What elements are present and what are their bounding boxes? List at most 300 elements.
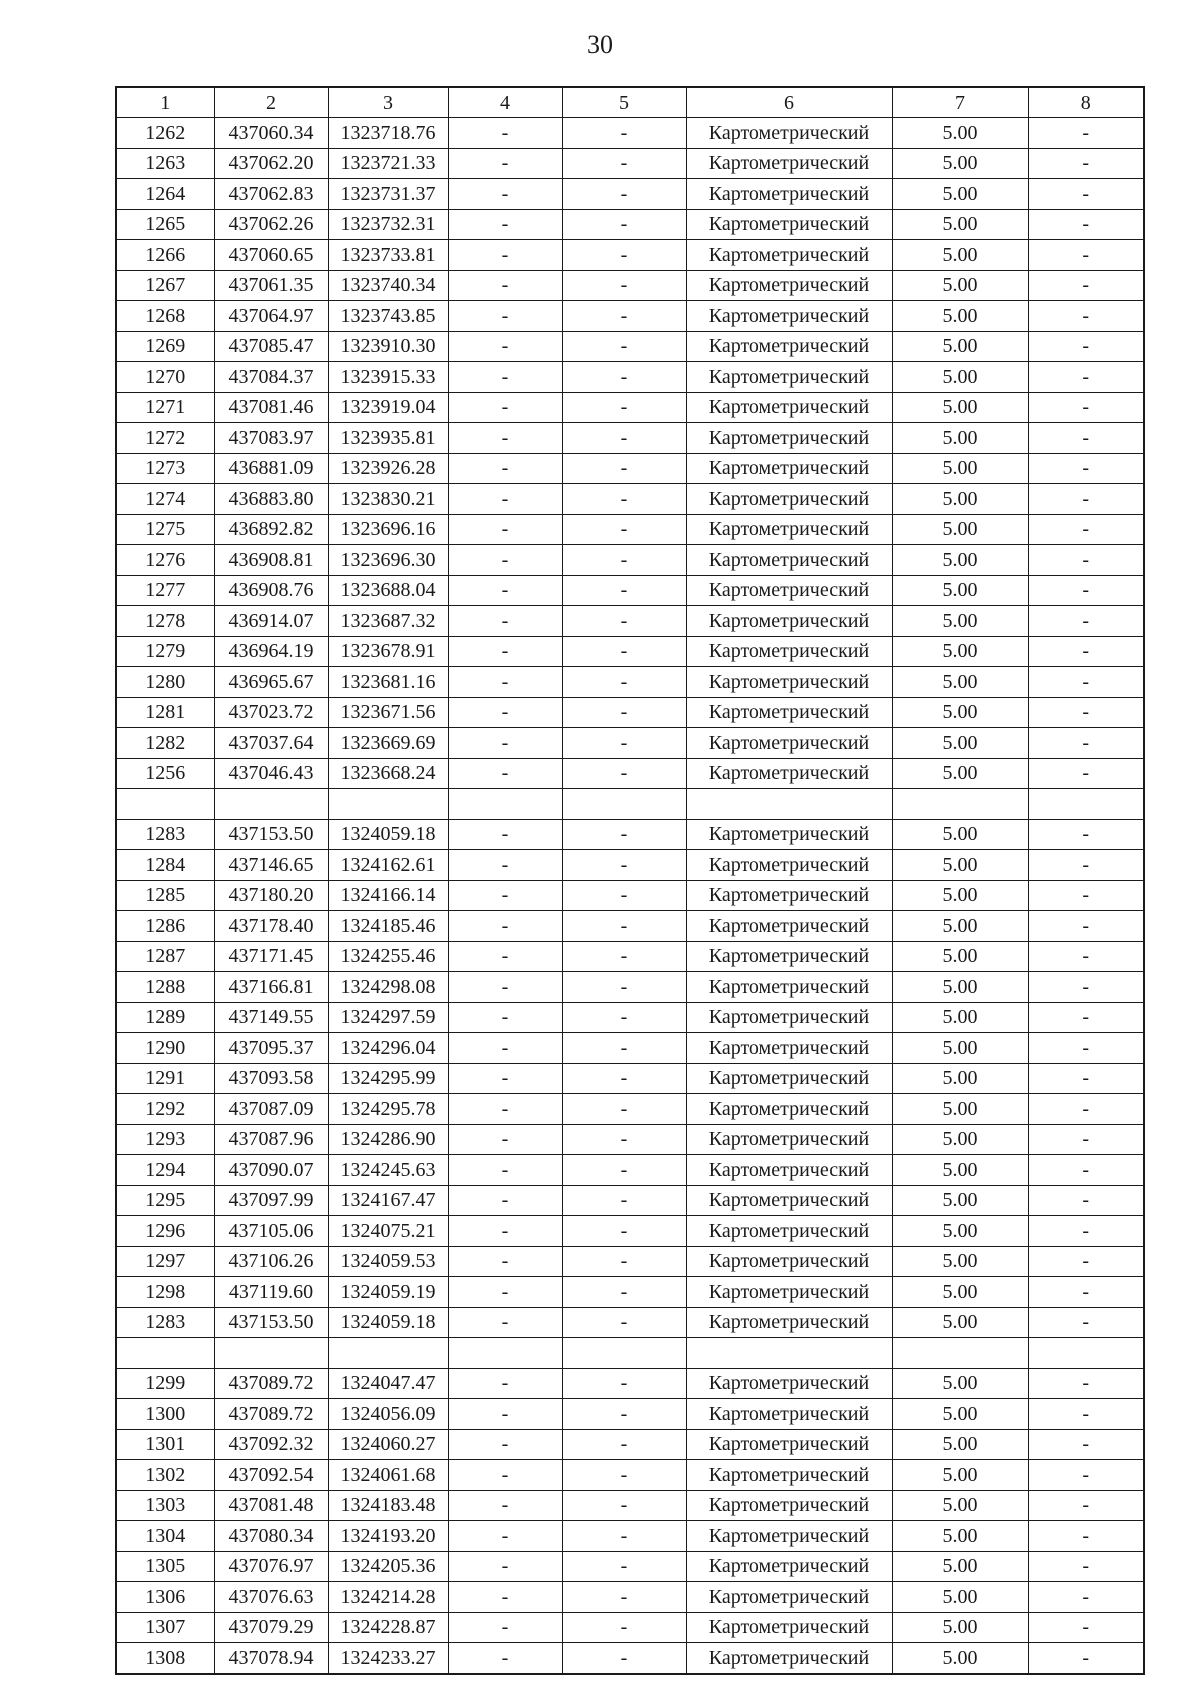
- table-cell: 5.00: [892, 1216, 1028, 1247]
- table-cell: 1323731.37: [328, 179, 448, 210]
- table-cell: -: [1028, 1246, 1144, 1277]
- table-cell: 1266: [116, 240, 214, 271]
- table-cell: 1291: [116, 1063, 214, 1094]
- table-cell: 437105.06: [214, 1216, 328, 1247]
- table-row: [116, 1643, 1144, 1674]
- table-cell: 1271: [116, 392, 214, 423]
- table-row: [116, 392, 1144, 423]
- table-cell: 436964.19: [214, 636, 328, 667]
- table-cell: -: [562, 453, 686, 484]
- table-cell: Картометрический: [686, 758, 892, 789]
- table-cell: 5.00: [892, 209, 1028, 240]
- table-cell: 437180.20: [214, 880, 328, 911]
- table-cell: 1324183.48: [328, 1490, 448, 1521]
- table-cell: 1323830.21: [328, 484, 448, 515]
- table-cell: -: [1028, 728, 1144, 759]
- table-row: [116, 240, 1144, 271]
- table-cell: 1284: [116, 850, 214, 881]
- table-cell: 5.00: [892, 606, 1028, 637]
- table-cell: 5.00: [892, 423, 1028, 454]
- table-cell: 5.00: [892, 1124, 1028, 1155]
- table-cell: 437085.47: [214, 331, 328, 362]
- table-row: [116, 1216, 1144, 1247]
- table-cell: 437064.97: [214, 301, 328, 332]
- table-row: [116, 667, 1144, 698]
- table-cell: 437097.99: [214, 1185, 328, 1216]
- table-cell: -: [1028, 1185, 1144, 1216]
- table-cell: 437076.97: [214, 1551, 328, 1582]
- table-cell: -: [448, 209, 562, 240]
- table-cell: -: [1028, 179, 1144, 210]
- table-cell: -: [562, 1033, 686, 1064]
- table-cell: Картометрический: [686, 453, 892, 484]
- table-cell: 1275: [116, 514, 214, 545]
- table-cell: 5.00: [892, 331, 1028, 362]
- table-cell: -: [448, 1277, 562, 1308]
- table-cell: -: [562, 1399, 686, 1430]
- table-cell: 1295: [116, 1185, 214, 1216]
- page-number: 30: [587, 30, 613, 59]
- table-cell: 437083.97: [214, 423, 328, 454]
- table-cell: -: [562, 1216, 686, 1247]
- table-cell: 1324295.99: [328, 1063, 448, 1094]
- table-cell: -: [562, 972, 686, 1003]
- table-row: [116, 1185, 1144, 1216]
- table-cell: [562, 1338, 686, 1369]
- table-cell: -: [1028, 270, 1144, 301]
- table-cell: 5.00: [892, 148, 1028, 179]
- table-row: [116, 545, 1144, 576]
- table-cell: -: [1028, 972, 1144, 1003]
- table-cell: Картометрический: [686, 1002, 892, 1033]
- table-cell: [1028, 789, 1144, 820]
- table-cell: -: [1028, 1551, 1144, 1582]
- table-cell: Картометрический: [686, 1582, 892, 1613]
- table-cell: [686, 789, 892, 820]
- table-cell: 437119.60: [214, 1277, 328, 1308]
- table-cell: -: [448, 1002, 562, 1033]
- column-header: 6: [686, 87, 892, 118]
- table-row: [116, 484, 1144, 515]
- table-cell: -: [448, 1185, 562, 1216]
- table-cell: 5.00: [892, 1460, 1028, 1491]
- table-row: [116, 1582, 1144, 1613]
- table-row: [116, 1521, 1144, 1552]
- table-row: [116, 423, 1144, 454]
- table-cell: 1272: [116, 423, 214, 454]
- table-cell: 1324245.63: [328, 1155, 448, 1186]
- table-row: [116, 1246, 1144, 1277]
- table-cell: Картометрический: [686, 331, 892, 362]
- table-row: [116, 453, 1144, 484]
- table-cell: -: [1028, 1643, 1144, 1674]
- table-cell: 1324060.27: [328, 1429, 448, 1460]
- table-row: [116, 301, 1144, 332]
- table-cell: -: [562, 1643, 686, 1674]
- table-cell: 436908.76: [214, 575, 328, 606]
- table-cell: -: [562, 1551, 686, 1582]
- table-row: [116, 1399, 1144, 1430]
- table-cell: 1277: [116, 575, 214, 606]
- table-cell: 5.00: [892, 240, 1028, 271]
- table-cell: -: [1028, 148, 1144, 179]
- table-cell: 1301: [116, 1429, 214, 1460]
- table-cell: 5.00: [892, 1582, 1028, 1613]
- table-cell: -: [1028, 1155, 1144, 1186]
- table-cell: -: [562, 1094, 686, 1125]
- table-cell: -: [562, 1582, 686, 1613]
- table-cell: [116, 1338, 214, 1369]
- table-cell: -: [562, 1460, 686, 1491]
- table-cell: 1324233.27: [328, 1643, 448, 1674]
- table-cell: -: [448, 1521, 562, 1552]
- table-cell: 437087.96: [214, 1124, 328, 1155]
- table-cell: 1324255.46: [328, 941, 448, 972]
- table-cell: 5.00: [892, 1033, 1028, 1064]
- table-cell: -: [562, 1307, 686, 1338]
- table-cell: -: [448, 1155, 562, 1186]
- table-cell: 1323687.32: [328, 606, 448, 637]
- table-row: [116, 911, 1144, 942]
- table-cell: -: [562, 575, 686, 606]
- table-cell: Картометрический: [686, 819, 892, 850]
- table-cell: 1323671.56: [328, 697, 448, 728]
- table-cell: 437079.29: [214, 1612, 328, 1643]
- table-cell: -: [1028, 484, 1144, 515]
- table-row: [116, 209, 1144, 240]
- table-cell: 5.00: [892, 972, 1028, 1003]
- table-cell: Картометрический: [686, 1033, 892, 1064]
- table-row: [116, 758, 1144, 789]
- table-cell: -: [1028, 606, 1144, 637]
- table-cell: 1276: [116, 545, 214, 576]
- table-cell: -: [562, 179, 686, 210]
- table-cell: 1283: [116, 819, 214, 850]
- table-cell: Картометрический: [686, 1368, 892, 1399]
- table-cell: -: [1028, 423, 1144, 454]
- table-cell: 1302: [116, 1460, 214, 1491]
- table-row: [116, 1277, 1144, 1308]
- table-cell: -: [1028, 1521, 1144, 1552]
- table-cell: 1299: [116, 1368, 214, 1399]
- table-body: [116, 118, 1144, 1674]
- table-row: [116, 941, 1144, 972]
- table-cell: 1274: [116, 484, 214, 515]
- table-cell: 437060.34: [214, 118, 328, 149]
- table-cell: 436892.82: [214, 514, 328, 545]
- table-cell: Картометрический: [686, 1277, 892, 1308]
- table-cell: -: [562, 880, 686, 911]
- table-cell: -: [448, 1582, 562, 1613]
- table-cell: -: [1028, 941, 1144, 972]
- table-cell: 437060.65: [214, 240, 328, 271]
- table-cell: -: [562, 941, 686, 972]
- table-cell: 1262: [116, 118, 214, 149]
- table-cell: 5.00: [892, 880, 1028, 911]
- table-cell: -: [1028, 1460, 1144, 1491]
- table-cell: [328, 789, 448, 820]
- table-cell: -: [448, 1246, 562, 1277]
- table-cell: -: [448, 575, 562, 606]
- table-row: [116, 270, 1144, 301]
- table-cell: 1323721.33: [328, 148, 448, 179]
- table-row: [116, 1551, 1144, 1582]
- table-row: [116, 1002, 1144, 1033]
- table-cell: 437106.26: [214, 1246, 328, 1277]
- table-cell: -: [448, 148, 562, 179]
- table-cell: 1294: [116, 1155, 214, 1186]
- table-cell: 1323696.16: [328, 514, 448, 545]
- table-cell: -: [562, 1368, 686, 1399]
- table-cell: 1324061.68: [328, 1460, 448, 1491]
- table-cell: -: [562, 1246, 686, 1277]
- table-cell: Картометрический: [686, 1155, 892, 1186]
- column-header: 8: [1028, 87, 1144, 118]
- table-cell: -: [562, 301, 686, 332]
- table-cell: Картометрический: [686, 118, 892, 149]
- table-row: [116, 1460, 1144, 1491]
- table-cell: 437078.94: [214, 1643, 328, 1674]
- table-row: [116, 575, 1144, 606]
- table-row: [116, 1094, 1144, 1125]
- table-cell: -: [562, 819, 686, 850]
- table-cell: -: [448, 636, 562, 667]
- table-cell: [892, 1338, 1028, 1369]
- table-cell: -: [1028, 1582, 1144, 1613]
- table-cell: -: [1028, 880, 1144, 911]
- table-cell: -: [448, 1429, 562, 1460]
- table-row: [116, 1338, 1144, 1369]
- table-cell: Картометрический: [686, 270, 892, 301]
- column-header: 5: [562, 87, 686, 118]
- table-cell: 1269: [116, 331, 214, 362]
- table-cell: Картометрический: [686, 850, 892, 881]
- table-cell: -: [448, 331, 562, 362]
- table-cell: -: [562, 697, 686, 728]
- table-cell: -: [1028, 362, 1144, 393]
- table-cell: 5.00: [892, 1185, 1028, 1216]
- table-row: [116, 331, 1144, 362]
- header-row: [116, 87, 1144, 118]
- table-cell: 1296: [116, 1216, 214, 1247]
- table-cell: -: [562, 667, 686, 698]
- table-cell: Картометрический: [686, 667, 892, 698]
- table-cell: Картометрический: [686, 728, 892, 759]
- table-cell: -: [448, 179, 562, 210]
- table-cell: [214, 1338, 328, 1369]
- table-cell: 1279: [116, 636, 214, 667]
- table-cell: 1300: [116, 1399, 214, 1430]
- table-cell: 5.00: [892, 1399, 1028, 1430]
- table-row: [116, 148, 1144, 179]
- table-cell: 1324193.20: [328, 1521, 448, 1552]
- table-cell: Картометрический: [686, 1307, 892, 1338]
- table-cell: Картометрический: [686, 575, 892, 606]
- table-cell: -: [448, 270, 562, 301]
- table-cell: -: [562, 1063, 686, 1094]
- table-cell: 1305: [116, 1551, 214, 1582]
- table-cell: 5.00: [892, 1002, 1028, 1033]
- table-cell: -: [562, 545, 686, 576]
- table-cell: -: [448, 301, 562, 332]
- table-cell: -: [562, 514, 686, 545]
- table-cell: -: [562, 1490, 686, 1521]
- table-cell: 437062.26: [214, 209, 328, 240]
- table-cell: 5.00: [892, 301, 1028, 332]
- table-cell: -: [562, 728, 686, 759]
- table-cell: 5.00: [892, 728, 1028, 759]
- table-cell: -: [448, 423, 562, 454]
- table-cell: -: [448, 1124, 562, 1155]
- table-cell: 1324167.47: [328, 1185, 448, 1216]
- table-cell: 1304: [116, 1521, 214, 1552]
- table-row: [116, 118, 1144, 149]
- table-cell: 437095.37: [214, 1033, 328, 1064]
- table-cell: Картометрический: [686, 1094, 892, 1125]
- table-cell: 1323743.85: [328, 301, 448, 332]
- table-cell: Картометрический: [686, 1185, 892, 1216]
- table-cell: 437149.55: [214, 1002, 328, 1033]
- table-cell: -: [1028, 1277, 1144, 1308]
- table-row: [116, 179, 1144, 210]
- table-cell: -: [1028, 636, 1144, 667]
- table-cell: -: [562, 484, 686, 515]
- table-cell: 1289: [116, 1002, 214, 1033]
- table-cell: -: [562, 392, 686, 423]
- table-cell: -: [448, 240, 562, 271]
- table-cell: -: [448, 667, 562, 698]
- table-cell: -: [448, 1307, 562, 1338]
- table-cell: 5.00: [892, 850, 1028, 881]
- table-row: [116, 1429, 1144, 1460]
- table-cell: 1323910.30: [328, 331, 448, 362]
- table-cell: 437076.63: [214, 1582, 328, 1613]
- table-cell: 1323935.81: [328, 423, 448, 454]
- column-header: 3: [328, 87, 448, 118]
- table-cell: -: [448, 1612, 562, 1643]
- table-cell: -: [562, 148, 686, 179]
- table-cell: 1263: [116, 148, 214, 179]
- table-cell: 5.00: [892, 1155, 1028, 1186]
- table-cell: 5.00: [892, 179, 1028, 210]
- table-cell: -: [448, 1216, 562, 1247]
- table-cell: 1307: [116, 1612, 214, 1643]
- table-cell: Картометрический: [686, 911, 892, 942]
- table-cell: 437080.34: [214, 1521, 328, 1552]
- table-cell: Картометрический: [686, 240, 892, 271]
- table-cell: -: [562, 240, 686, 271]
- table-cell: 5.00: [892, 392, 1028, 423]
- table-cell: 436965.67: [214, 667, 328, 698]
- table-cell: -: [1028, 545, 1144, 576]
- table-cell: -: [1028, 209, 1144, 240]
- table-cell: Картометрический: [686, 1429, 892, 1460]
- table-cell: 1265: [116, 209, 214, 240]
- table-cell: 5.00: [892, 1277, 1028, 1308]
- table-cell: -: [1028, 1307, 1144, 1338]
- table-cell: 1308: [116, 1643, 214, 1674]
- table-cell: 437090.07: [214, 1155, 328, 1186]
- table-cell: 1324205.36: [328, 1551, 448, 1582]
- table-cell: -: [1028, 697, 1144, 728]
- table-cell: 437046.43: [214, 758, 328, 789]
- table-cell: -: [1028, 301, 1144, 332]
- table-cell: -: [448, 1643, 562, 1674]
- table-cell: 5.00: [892, 819, 1028, 850]
- table-cell: -: [1028, 819, 1144, 850]
- table-cell: [116, 789, 214, 820]
- table-cell: -: [1028, 1033, 1144, 1064]
- table-cell: 437092.54: [214, 1460, 328, 1491]
- table-cell: 1268: [116, 301, 214, 332]
- table-cell: 1283: [116, 1307, 214, 1338]
- table-cell: -: [448, 758, 562, 789]
- table-cell: 1256: [116, 758, 214, 789]
- table-cell: Картометрический: [686, 1612, 892, 1643]
- table-row: [116, 1063, 1144, 1094]
- table-row: [116, 1033, 1144, 1064]
- table-cell: -: [562, 1002, 686, 1033]
- table-cell: Картометрический: [686, 1124, 892, 1155]
- table-cell: -: [562, 423, 686, 454]
- table-cell: 437153.50: [214, 819, 328, 850]
- table-cell: 5.00: [892, 758, 1028, 789]
- table-cell: -: [448, 1551, 562, 1582]
- table-cell: [328, 1338, 448, 1369]
- table-cell: -: [448, 362, 562, 393]
- table-cell: [448, 789, 562, 820]
- table-cell: 1323668.24: [328, 758, 448, 789]
- table-cell: 1282: [116, 728, 214, 759]
- table-cell: Картометрический: [686, 636, 892, 667]
- table-cell: 437146.65: [214, 850, 328, 881]
- table-cell: 436881.09: [214, 453, 328, 484]
- table-cell: 1324056.09: [328, 1399, 448, 1430]
- table-cell: 1323718.76: [328, 118, 448, 149]
- table-row: [116, 636, 1144, 667]
- table-cell: -: [448, 392, 562, 423]
- table-cell: -: [448, 484, 562, 515]
- table-cell: 5.00: [892, 1429, 1028, 1460]
- table-cell: -: [1028, 1094, 1144, 1125]
- table-row: [116, 362, 1144, 393]
- table-cell: -: [448, 1033, 562, 1064]
- table-cell: Картометрический: [686, 1490, 892, 1521]
- table-cell: 1281: [116, 697, 214, 728]
- coordinates-table: [115, 86, 1145, 1675]
- table-cell: Картометрический: [686, 1643, 892, 1674]
- table-cell: 5.00: [892, 484, 1028, 515]
- table-row: [116, 1612, 1144, 1643]
- table-cell: 437062.83: [214, 179, 328, 210]
- table-cell: Картометрический: [686, 941, 892, 972]
- table-header: [116, 87, 1144, 118]
- table-row: [116, 728, 1144, 759]
- table-cell: 437171.45: [214, 941, 328, 972]
- table-cell: -: [1028, 240, 1144, 271]
- table-cell: 1323669.69: [328, 728, 448, 759]
- table-cell: 5.00: [892, 1307, 1028, 1338]
- table-cell: -: [562, 1521, 686, 1552]
- table-cell: 1285: [116, 880, 214, 911]
- table-cell: -: [448, 880, 562, 911]
- table-cell: -: [448, 1460, 562, 1491]
- table-cell: -: [448, 1368, 562, 1399]
- table-cell: 5.00: [892, 575, 1028, 606]
- table-row: [116, 972, 1144, 1003]
- table-cell: -: [1028, 850, 1144, 881]
- table-row: [116, 819, 1144, 850]
